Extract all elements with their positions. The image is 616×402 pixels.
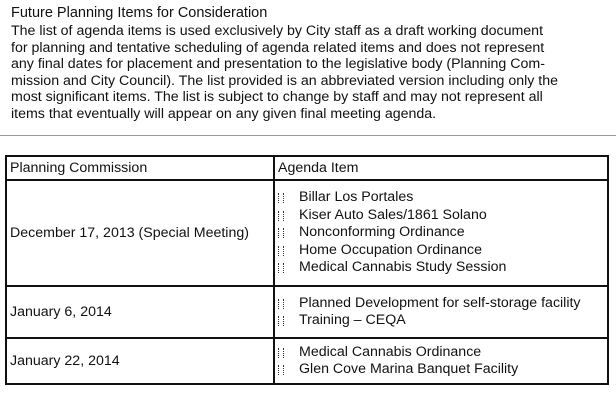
agenda-item-label: Nonconforming Ordinance — [299, 224, 465, 241]
list-item — [278, 312, 604, 329]
table-row — [6, 338, 608, 384]
list-item — [278, 361, 604, 378]
bullet-icon — [278, 299, 284, 309]
bullet-icon — [278, 365, 284, 375]
agenda-item-label: Home Occupation Ordinance — [299, 241, 482, 258]
agenda-items-cell — [274, 180, 608, 286]
divider — [0, 135, 616, 136]
bullet-icon — [278, 316, 284, 326]
paragraph-line: for planning and tentative scheduling of agenda related items and does not represent — [11, 39, 545, 56]
list-item — [278, 207, 604, 224]
list-item — [278, 189, 604, 206]
agenda-item-label: Training – CEQA — [299, 312, 406, 328]
agenda-item-label: Medical Cannabis Ordinance — [299, 343, 482, 360]
table-row — [6, 180, 608, 286]
table-header-row — [6, 156, 608, 180]
header-agenda-item: Agenda Item — [274, 156, 608, 180]
meeting-date: December 17, 2013 (Special Meeting) — [6, 180, 274, 286]
list-item — [278, 344, 604, 361]
agenda-item-list — [278, 189, 604, 276]
agenda-item-list — [278, 344, 604, 379]
table-row — [6, 286, 608, 338]
intro-paragraph — [11, 23, 611, 123]
meeting-date: January 22, 2014 — [6, 338, 274, 384]
header-planning-commission: Planning Commission — [6, 156, 274, 180]
list-item — [278, 224, 604, 241]
agenda-item-label: Medical Cannabis Study Session — [299, 259, 507, 276]
agenda-items-cell — [274, 338, 608, 384]
agenda-table — [5, 155, 609, 385]
agenda-item-label: Glen Cove Marina Banquet Facility — [299, 361, 519, 377]
agenda-item-list — [278, 295, 604, 330]
list-item — [278, 242, 604, 259]
bullet-icon — [278, 246, 284, 256]
paragraph-line: any final dates for placement and presentation to the legislative body (Planning Com- — [11, 56, 545, 73]
bullet-icon — [278, 193, 284, 203]
document-heading: Future Planning Items for Consideration — [11, 5, 268, 21]
agenda-items-cell — [274, 286, 608, 338]
bullet-icon — [278, 348, 284, 358]
agenda-item-label: Planned Development for self-storage facility — [299, 294, 581, 311]
paragraph-line: items that eventually will appear on any given final meeting agenda. — [11, 105, 437, 122]
agenda-item-label: Kiser Auto Sales/1861 Solano — [299, 206, 487, 223]
paragraph-line: mission and City Council). The list provided is an abbreviated version including only the — [11, 72, 559, 89]
bullet-icon — [278, 211, 284, 221]
bullet-icon — [278, 228, 284, 238]
paragraph-line: The list of agenda items is used exclusively by City staff as a draft working document — [11, 23, 544, 39]
paragraph-line: most significant items. The list is subject to change by staff and may not represent all — [11, 89, 543, 106]
agenda-item-label: Billar Los Portales — [299, 189, 414, 206]
bullet-icon — [278, 263, 284, 273]
list-item — [278, 259, 604, 276]
meeting-date: January 6, 2014 — [6, 286, 274, 338]
list-item — [278, 295, 604, 312]
